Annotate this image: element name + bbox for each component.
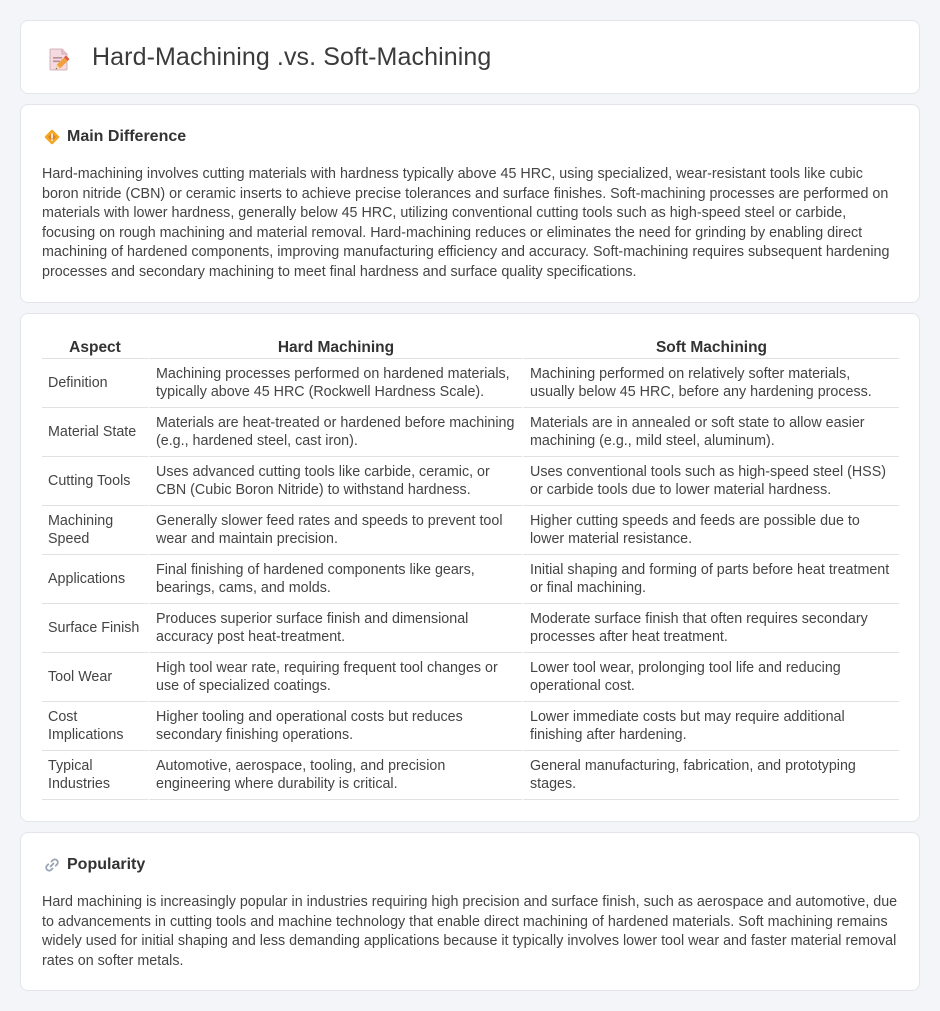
hard-cell: Materials are heat-treated or hardened before machining (e.g., hardened steel, cast iron). — [148, 408, 522, 457]
main-difference-section — [20, 104, 920, 303]
table-row — [42, 457, 899, 506]
column-header-hard: Hard Machining — [148, 335, 522, 359]
main-difference-header — [43, 127, 186, 147]
diamond-warning-icon — [43, 128, 61, 146]
soft-cell: Materials are in annealed or soft state to allow easier machining (e.g., mild steel, aluminum). — [522, 408, 899, 457]
hard-cell: Automotive, aerospace, tooling, and precision engineering where durability is critical. — [148, 751, 522, 800]
table-header-row — [42, 335, 899, 359]
table-row — [42, 604, 899, 653]
column-header-soft: Soft Machining — [522, 335, 899, 359]
table-row — [42, 702, 899, 751]
hard-cell: Final finishing of hardened components like gears, bearings, cams, and molds. — [148, 555, 522, 604]
table-row — [42, 359, 899, 408]
aspect-cell: Definition — [42, 359, 148, 408]
soft-cell: Lower tool wear, prolonging tool life and reducing operational cost. — [522, 653, 899, 702]
soft-cell: Higher cutting speeds and feeds are possible due to lower material resistance. — [522, 506, 899, 555]
aspect-cell: Material State — [42, 408, 148, 457]
comparison-table-card — [20, 313, 920, 822]
table-row — [42, 408, 899, 457]
aspect-cell: Surface Finish — [42, 604, 148, 653]
table-row — [42, 751, 899, 800]
hard-cell: Higher tooling and operational costs but reduces secondary finishing operations. — [148, 702, 522, 751]
table-row — [42, 506, 899, 555]
aspect-cell: Cutting Tools — [42, 457, 148, 506]
popularity-section — [20, 832, 920, 991]
document-pencil-icon — [46, 46, 72, 72]
table-row — [42, 555, 899, 604]
page-title: Hard-Machining .vs. Soft-Machining — [92, 43, 492, 71]
soft-cell: General manufacturing, fabrication, and prototyping stages. — [522, 751, 899, 800]
main-difference-text: Hard-machining involves cutting materials with hardness typically above 45 HRC, using specialized, wear-resistant tools like cubic boron nitride (CBN) or ceramic inserts to achieve precise tolerances and surface finishes. Soft-machining processes are performed on materials with lower hardness, generally below 45 HRC, utilizing conventional cutting tools such as high-speed steel or carbide, focusing on rough machining and material removal. Hard-machining reduces or eliminates the need for grinding by enabling direct machining of hardened components, improving manufacturing efficiency and accuracy. Soft-machining requires subsequent hardening processes and secondary machining to meet final hardness and surface quality specifications. — [42, 166, 890, 280]
aspect-cell: Applications — [42, 555, 148, 604]
hard-cell: Machining processes performed on hardened materials, typically above 45 HRC (Rockwell Hardness Scale). — [148, 359, 522, 408]
soft-cell: Machining performed on relatively softer materials, usually below 45 HRC, before any hardening process. — [522, 359, 899, 408]
aspect-cell: Typical Industries — [42, 751, 148, 800]
comparison-table — [42, 335, 899, 800]
aspect-cell: Tool Wear — [42, 653, 148, 702]
aspect-cell: Machining Speed — [42, 506, 148, 555]
soft-cell: Uses conventional tools such as high-speed steel (HSS) or carbide tools due to lower material hardness. — [522, 457, 899, 506]
link-icon — [43, 856, 61, 874]
soft-cell: Lower immediate costs but may require additional finishing after hardening. — [522, 702, 899, 751]
table-row — [42, 653, 899, 702]
popularity-text: Hard machining is increasingly popular in industries requiring high precision and surface finish, such as aerospace and automotive, due to advancements in cutting tools and machine technology that enable direct machining of hardened materials. Soft machining remains widely used for initial shaping and less demanding applications because it typically involves lower tool wear and faster material removal rates on softer metals. — [42, 894, 898, 969]
hard-cell: Generally slower feed rates and speeds to prevent tool wear and maintain precision. — [148, 506, 522, 555]
main-difference-title: Main Difference — [67, 128, 187, 145]
popularity-title: Popularity — [67, 856, 146, 873]
column-header-aspect: Aspect — [42, 335, 148, 359]
hard-cell: Uses advanced cutting tools like carbide, ceramic, or CBN (Cubic Boron Nitride) to withstand hardness. — [148, 457, 522, 506]
popularity-header — [43, 855, 145, 875]
header-card — [20, 20, 920, 94]
aspect-cell: Cost Implications — [42, 702, 148, 751]
soft-cell: Moderate surface finish that often requires secondary processes after heat treatment. — [522, 604, 899, 653]
hard-cell: Produces superior surface finish and dimensional accuracy post heat-treatment. — [148, 604, 522, 653]
hard-cell: High tool wear rate, requiring frequent tool changes or use of specialized coatings. — [148, 653, 522, 702]
soft-cell: Initial shaping and forming of parts before heat treatment or final machining. — [522, 555, 899, 604]
